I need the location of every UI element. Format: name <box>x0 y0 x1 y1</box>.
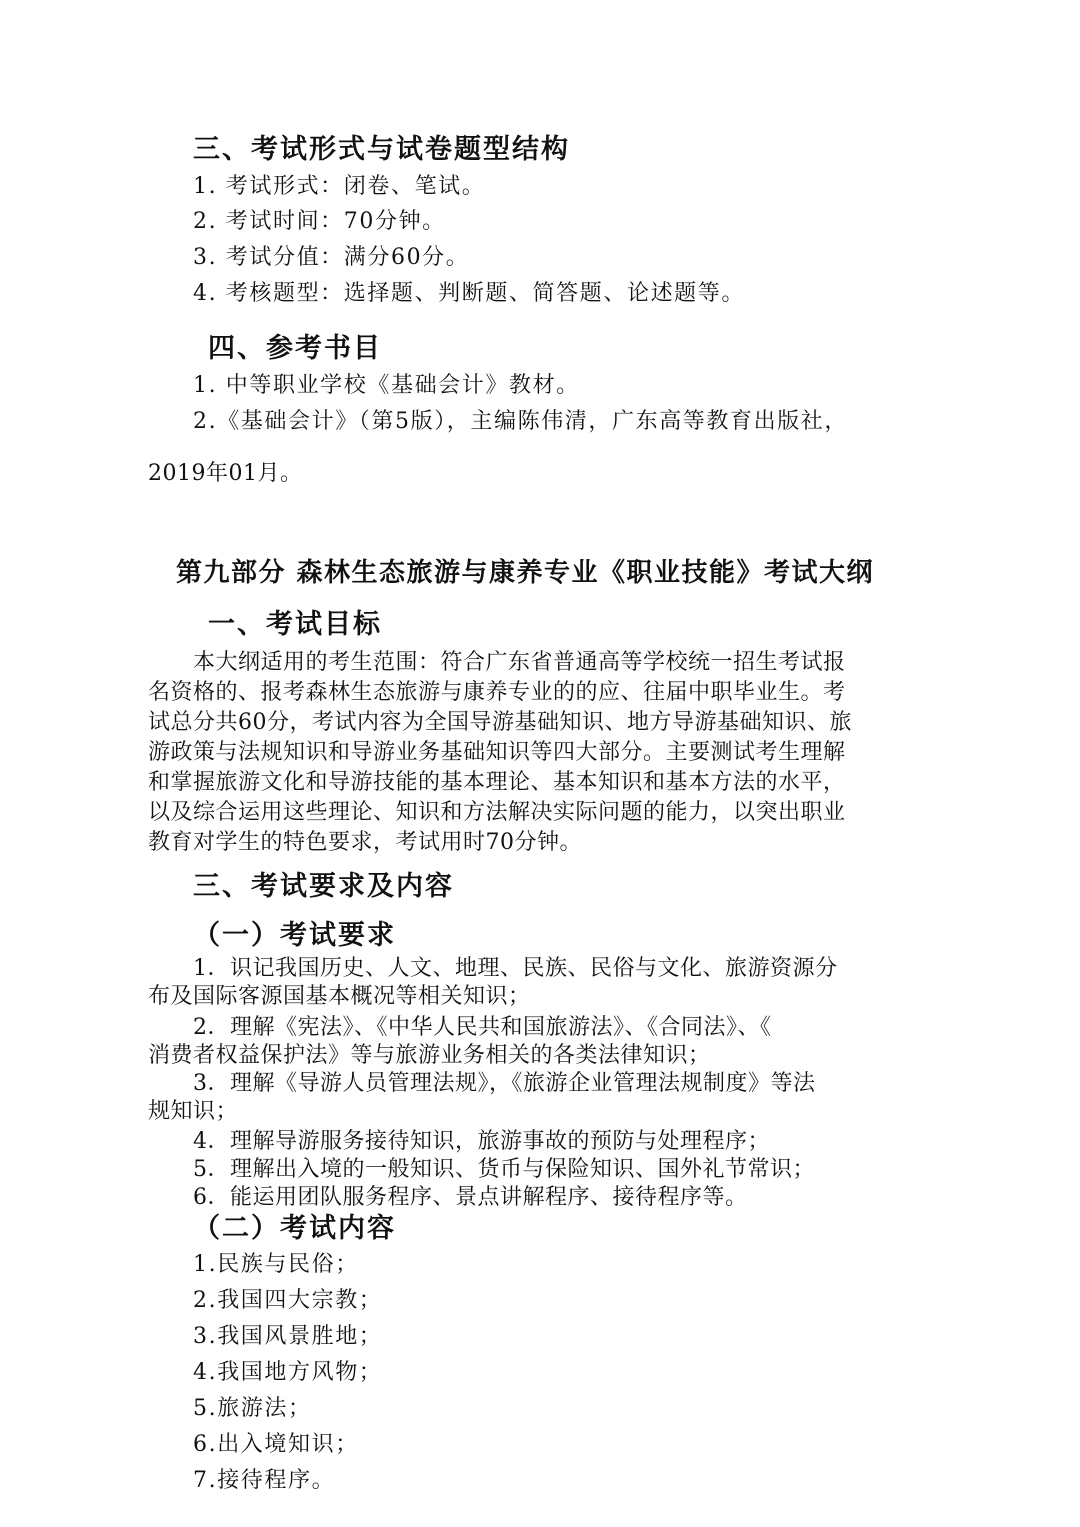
section-heading-requirements: 三、考试要求及内容 <box>193 871 454 902</box>
subsection-heading-content: （二）考试内容 <box>193 1213 396 1244</box>
list-item: 5.旅游法； <box>193 1396 312 1421</box>
paragraph-line: 游政策与法规知识和导游业务基础知识等四大部分。主要测试考生理解 <box>148 740 846 765</box>
list-item: 7.接待程序。 <box>193 1468 336 1493</box>
paragraph-line: 1．识记我国历史、人文、地理、民族、民俗与文化、旅游资源分 <box>193 956 838 981</box>
paragraph-line: 试总分共60分，考试内容为全国导游基础知识、地方导游基础知识、旅 <box>148 710 852 735</box>
section-heading-exam-format: 三、考试形式与试卷题型结构 <box>193 134 570 165</box>
paragraph-line: 5．理解出入境的一般知识、货币与保险知识、国外礼节常识； <box>193 1157 815 1182</box>
list-item: 4. 考核题型：选择题、判断题、简答题、论述题等。 <box>193 281 745 306</box>
list-item: 6.出入境知识； <box>193 1432 359 1457</box>
paragraph-line: 教育对学生的特色要求，考试用时70分钟。 <box>148 830 582 855</box>
paragraph-line: 2．理解《宪法》、《中华人民共和国旅游法》、《合同法》、《 <box>193 1015 772 1040</box>
paragraph-line: 本大纲适用的考生范围：符合广东省普通高等学校统一招生考试报 <box>193 650 846 675</box>
list-item: 2.我国四大宗教； <box>193 1288 383 1313</box>
part-title: 第九部分 森林生态旅游与康养专业《职业技能》考试大纲 <box>176 558 875 588</box>
list-item: 4.我国地方风物； <box>193 1360 383 1385</box>
list-item-continuation: 2019年01月。 <box>148 461 303 486</box>
paragraph-line: 3．理解《导游人员管理法规》，《旅游企业管理法规制度》等法 <box>193 1071 816 1096</box>
paragraph-line: 规知识； <box>148 1099 239 1124</box>
paragraph-line: 消费者权益保护法》等与旅游业务相关的各类法律知识； <box>148 1043 711 1068</box>
subsection-heading-requirements: （一）考试要求 <box>193 920 396 951</box>
paragraph-line: 布及国际客源国基本概况等相关知识； <box>148 984 531 1009</box>
paragraph-line: 以及综合运用这些理论、知识和方法解决实际问题的能力，以突出职业 <box>148 800 846 825</box>
paragraph-line: 4．理解导游服务接待知识，旅游事故的预防与处理程序； <box>193 1129 770 1154</box>
paragraph-line: 和掌握旅游文化和导游技能的基本理论、基本知识和基本方法的水平， <box>148 770 846 795</box>
list-item: 1. 考试形式：闭卷、笔试。 <box>193 174 486 199</box>
paragraph-line: 名资格的、报考森林生态旅游与康养专业的的应、往届中职毕业生。考 <box>148 680 846 705</box>
paragraph-line: 6．能运用团队服务程序、景点讲解程序、接待程序等。 <box>193 1185 748 1210</box>
section-heading-references: 四、参考书目 <box>208 333 382 364</box>
list-item: 1. 中等职业学校《基础会计》教材。 <box>193 373 580 398</box>
list-item: 2. 考试时间：70分钟。 <box>193 209 446 234</box>
list-item: 3. 考试分值：满分60分。 <box>193 245 470 270</box>
list-item: 3.我国风景胜地； <box>193 1324 383 1349</box>
list-item: 1.民族与民俗； <box>193 1252 359 1277</box>
section-heading-exam-goal: 一、考试目标 <box>208 609 382 640</box>
list-item: 2.《基础会计》（第5版），主编陈伟清，广东高等教育出版社， <box>193 409 848 434</box>
